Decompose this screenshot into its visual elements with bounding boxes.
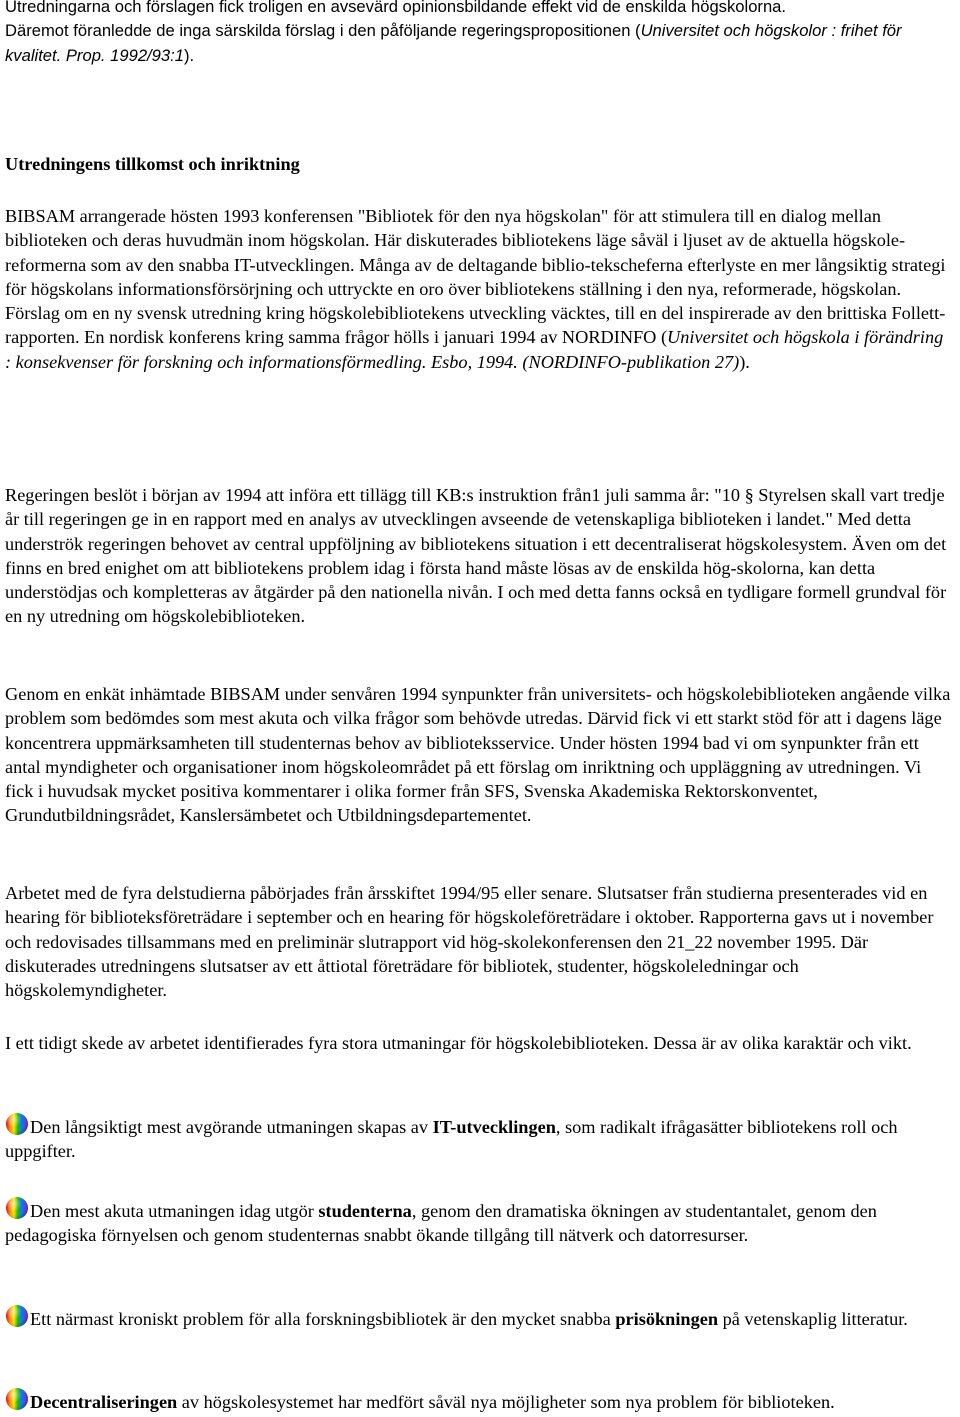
challenge-4-after: av högskolesystemet har medfört såväl nya möjligheter som nya problem för biblioteken. — [177, 1392, 835, 1412]
paragraph-2-text: Regeringen beslöt i början av 1994 att införa ett tillägg till KB:s instruktion från1 juli samma år: "10 § Styrelsen skall vart tredje år till regeringen ge in en rapport med en analys av utvecklingen avseende de vetenskapliga biblioteken i landet." Med detta underströk regeringen behovet av central uppföljning av bibliotekens situation i ett decentraliserat högskolesystem. Även om det finns en bred enighet om att bibliotekens problem idag i första hand måste lösas av de enskilda hög-skolorna, kan detta understödjas och kompletteras av åtgärder på den nationella nivån. I och med detta fanns också en tydligare formell grundval för en ny utredning om högskolebiblioteken. — [5, 485, 947, 627]
paragraph-1-text: BIBSAM arrangerade hösten 1993 konferensen "Bibliotek för den nya högskolan" för att stimulera till en dialog mellan biblioteken och deras huvudmän inom högskolan. Här diskuterades bibliotekens läge såväl i ljuset av de aktuella högskole-reformerna som av den snabba IT-utvecklingen. Många av de deltagande biblio-tekscheferna efterlyste en mer långsiktig strategi för högskolans informationsförsörjning och uttryckte en oro över bibliotekens ställning i den nya, reformerade, högskolan. Förslag om en ny svensk utredning kring högskolebibliotekens utveckling väcktes, till en del inspirerade av den brittiska Follett-rapporten. En nordisk konferens kring samma frågor hölls i januari 1994 av NORDINFO ( — [5, 206, 946, 348]
paragraph-3-text: Genom en enkät inhämtade BIBSAM under senvåren 1994 synpunkter från universitets- och högskolebiblioteken angående vilka problem som bedömdes som mest akuta och vilka frågor som behövde utredas. Därvid fick vi ett starkt stöd för att i dagens läge koncentrera uppmärksamheten till studenternas behov av biblioteksservice. Under hösten 1994 bad vi om synpunkter från ett antal myndigheter och organisationer inom högskoleområdet på ett förslag om inriktning och uppläggning av utredningen. Vi fick i huvudsak mycket positiva kommentarer i olika former från SFS, Svenska Akademiska Rektorskonventet, Grundutbildningsrådet, Kanslersämbetet och Utbildningsdepartementet. — [5, 684, 951, 826]
challenge-item — [5, 1304, 953, 1331]
challenge-item — [5, 1196, 953, 1248]
intro-line-2-end: ). — [183, 45, 195, 65]
paragraph-challenges-intro — [5, 1031, 953, 1055]
paragraph-5-text: I ett tidigt skede av arbetet identifierades fyra stora utmaningar för högskolebiblioteken. Dessa är av olika karaktär och vikt. — [5, 1033, 912, 1053]
nordinfo-title: Universitet och högskola i förändring : konsekvenser för forskning och informationsförmedling. Esbo, 1994. (NORDINFO-publikation 27) — [5, 327, 944, 372]
rainbow-ball-icon — [5, 1387, 29, 1411]
paragraph-bibsam-conference — [5, 204, 953, 374]
intro-text — [5, 0, 953, 68]
challenge-1-keyword: IT-utvecklingen — [432, 1117, 556, 1137]
rainbow-ball-icon — [5, 1196, 29, 1220]
rainbow-ball-icon — [5, 1304, 29, 1328]
challenge-item — [5, 1112, 953, 1164]
intro-line-2-start: Däremot föranledde de inga särskilda förslag i den påföljande regeringspropositionen ( — [5, 21, 641, 41]
paragraph-government-decision — [5, 483, 953, 629]
paragraph-1-end: ). — [739, 351, 750, 372]
challenge-2-after: , genom den dramatiska ökningen av studentantalet, genom den pedagogiska förnyelsen och genom studenternas snabbt ökande tillgång till nätverk och datorresurser. — [5, 1201, 877, 1246]
paragraph-substudies — [5, 881, 953, 1002]
intro-line-2 — [5, 19, 953, 68]
challenge-4-keyword: Decentraliseringen — [30, 1392, 178, 1412]
rainbow-ball-icon — [5, 1112, 29, 1136]
intro-proposition-title: Universitet och högskolor : frihet för kvalitet. Prop. 1992/93:1 — [5, 21, 902, 65]
intro-line-1: Utredningarna och förslagen fick troligen en avsevärd opinionsbildande effekt vid de enskilda högskolorna. — [5, 0, 787, 16]
challenge-item — [5, 1387, 953, 1414]
challenge-3-after: på vetenskaplig litteratur. — [718, 1309, 908, 1329]
paragraph-survey — [5, 682, 953, 828]
paragraph-4-text: Arbetet med de fyra delstudierna påbörjades från årsskiftet 1994/95 eller senare. Slutsatser från studierna presenterades vid en hearing för biblioteksföreträdare i september och en hearing för högskoleföreträdare i oktober. Rapporterna gavs ut i november och redovisades tillsammans med en preliminär slutrapport vid hög-skolekonferensen den 21_22 november 1995. Där diskuterades utredningens slutsatser av ett åttiotal företrädare för bibliotek, studenter, högskoleledningar och högskolemyndigheter. — [5, 883, 934, 1001]
challenge-1-after: , som radikalt ifrågasätter bibliotekens roll och uppgifter. — [5, 1117, 898, 1162]
challenge-2-keyword: studenterna — [318, 1201, 412, 1221]
section-heading: Utredningens tillkomst och inriktning — [5, 154, 300, 174]
challenge-2-before: Den mest akuta utmaningen idag utgör — [30, 1201, 319, 1221]
challenge-3-before: Ett närmast kroniskt problem för alla forskningsbibliotek är den mycket snabba — [30, 1309, 616, 1329]
challenge-1-before: Den långsiktigt mest avgörande utmaningen skapas av — [30, 1117, 433, 1137]
challenge-3-keyword: prisökningen — [615, 1309, 718, 1329]
